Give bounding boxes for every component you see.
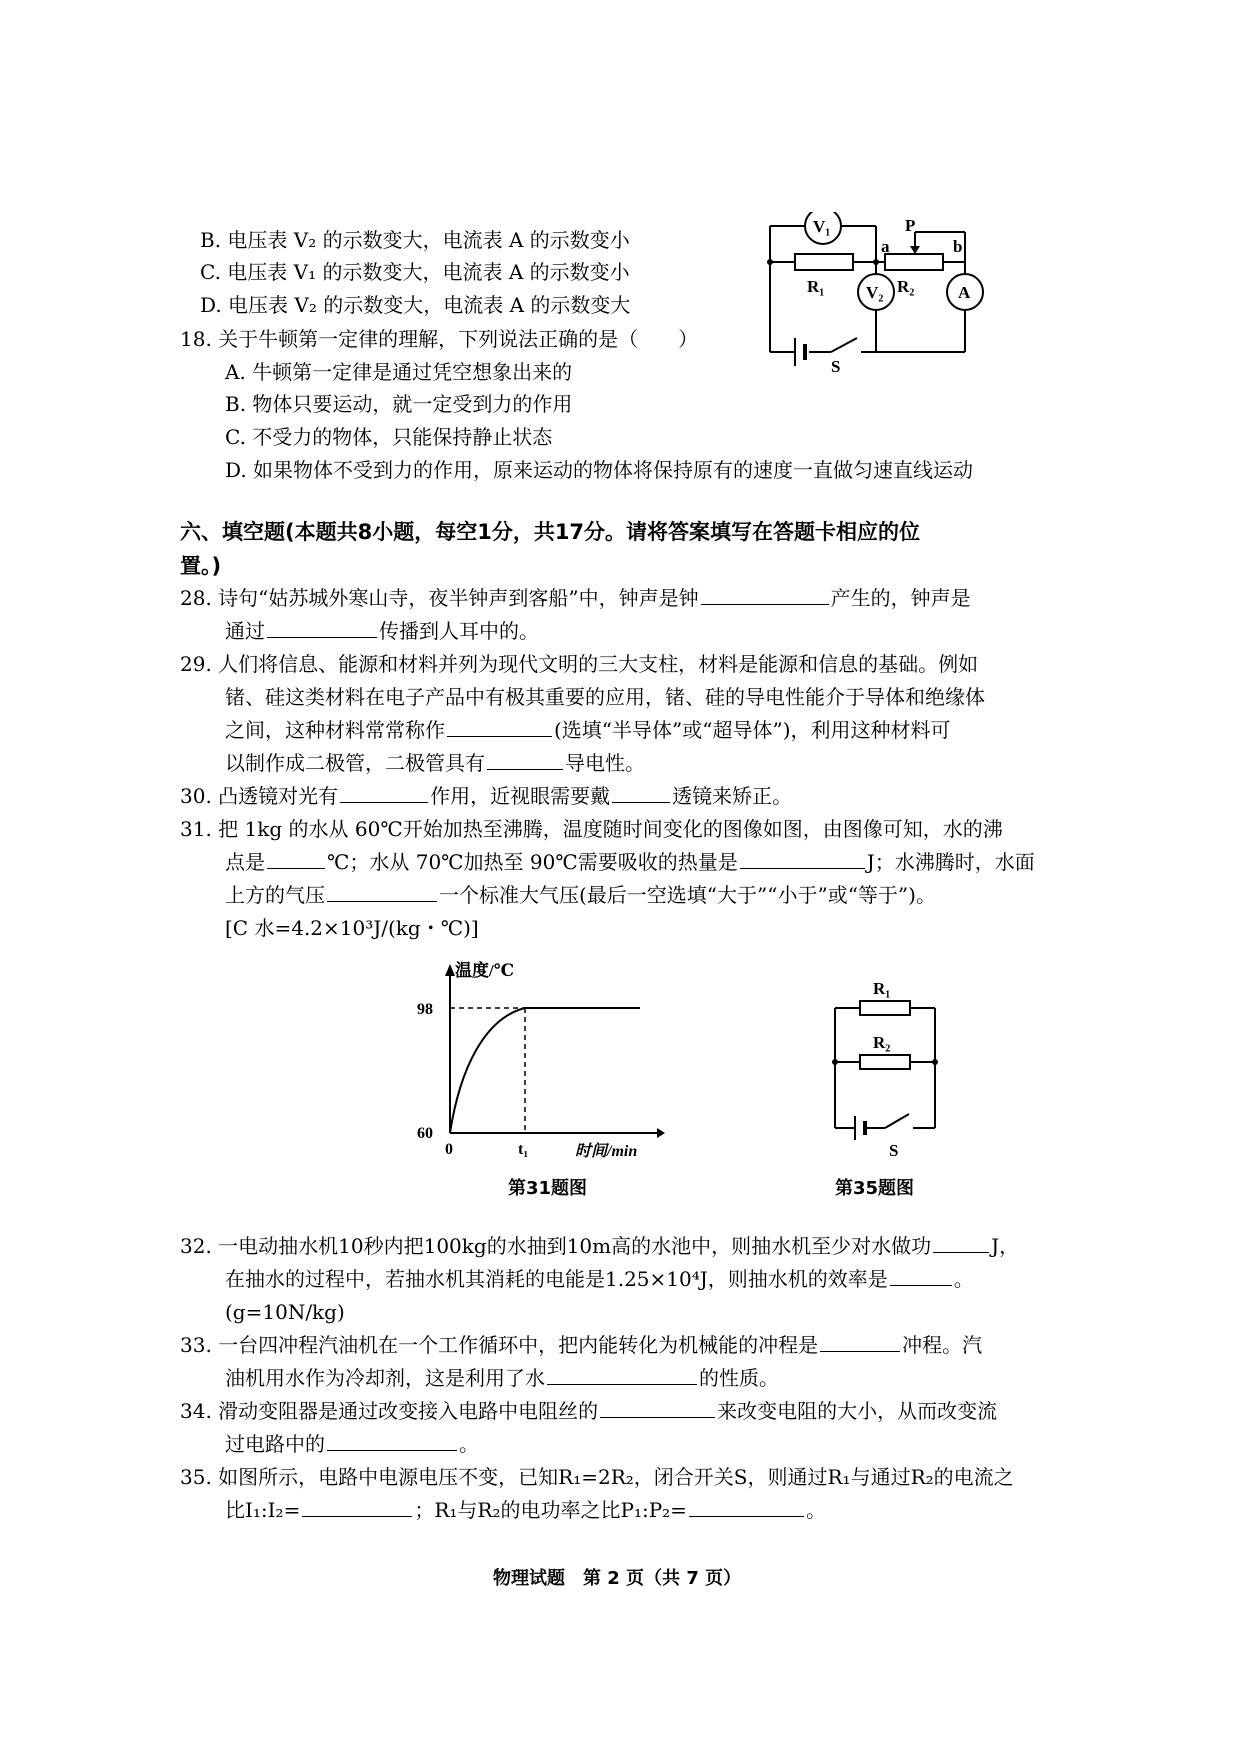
- q32-line3: (g=10N/kg): [225, 1300, 345, 1324]
- q34-text-b: 来改变电阻的大小，从而改变流: [717, 1399, 998, 1423]
- q35-line2: [225, 1496, 826, 1524]
- q29-text-a: 之间，这种材料常常称作: [225, 718, 445, 742]
- node-a-label: a: [881, 237, 890, 256]
- q31-line2: [225, 848, 1035, 876]
- q31-line1: 31. 把 1kg 的水从 60℃开始加热至沸腾，温度随时间变化的图像如图，由图像可知，水的沸: [180, 817, 1003, 841]
- q30-text-b: 作用，近视眼需要戴: [430, 784, 611, 808]
- graph-xlabel: 时间/min: [575, 1143, 638, 1158]
- q17-option-b: B. 电压表 V₂ 的示数变大，电流表 A 的示数变小: [200, 228, 630, 252]
- q31-text-d: 上方的气压: [225, 883, 325, 907]
- page-footer: 物理试题 第 2 页（共 7 页）: [493, 1568, 742, 1589]
- q33-text-d: 的性质。: [699, 1366, 779, 1390]
- q35-figure-caption: 第35题图: [835, 1178, 915, 1199]
- q35-r2-label: R₂: [873, 1033, 891, 1052]
- q31-temperature-graph: [415, 958, 665, 1158]
- q29-line2: 锗、硅这类材料在电子产品中有极其重要的应用，锗、硅的导电性能介于导体和绝缘体: [225, 685, 985, 709]
- q35-blank-2[interactable]: [689, 1496, 804, 1517]
- q32-line1: [180, 1232, 1019, 1260]
- q35-circuit-diagram: [825, 968, 955, 1168]
- q18-stem: 18. 关于牛顿第一定律的理解，下列说法正确的是（ ）: [180, 327, 699, 351]
- q29-blank-1[interactable]: [447, 716, 552, 737]
- q33-text-b: 冲程。汽: [902, 1333, 983, 1357]
- q31-line3: [225, 881, 936, 909]
- q35-text-a: 比I₁:I₂=: [225, 1498, 301, 1522]
- q33-text-a: 33. 一台四冲程汽油机在一个工作循环中，把内能转化为机械能的冲程是: [180, 1333, 819, 1357]
- q31-text-e: 一个标准大气压(最后一空选填“大于”“小于”或“等于”)。: [439, 883, 936, 907]
- q31-text-b: ℃；水从 70℃加热至 90℃需要吸收的热量是: [327, 850, 738, 874]
- q17-option-d: D. 电压表 V₂ 的示数变大，电流表 A 的示数变大: [200, 293, 631, 317]
- q30-line: [180, 782, 792, 810]
- q31-text-a: 点是: [225, 850, 265, 874]
- node-b-label: b: [953, 237, 963, 256]
- q31-blank-3[interactable]: [327, 881, 437, 902]
- q34-text-a: 34. 滑动变阻器是通过改变接入电路中电阻丝的: [180, 1399, 599, 1423]
- ammeter-label: A: [958, 283, 971, 302]
- q35-switch-label: S: [889, 1141, 899, 1160]
- v1-label: V₁: [813, 217, 831, 236]
- q28-text-c: 通过: [225, 619, 265, 643]
- q18-option-c: C. 不受力的物体，只能保持静止状态: [225, 425, 553, 449]
- q35-text-c: 。: [805, 1498, 826, 1522]
- q29-text-c: 以制作成二极管，二极管具有: [225, 751, 485, 775]
- q29-line1: 29. 人们将信息、能源和材料并列为现代文明的三大支柱，材料是能源和信息的基础。例如: [180, 652, 979, 676]
- q30-text-a: 30. 凸透镜对光有: [180, 784, 339, 808]
- q32-blank-2[interactable]: [890, 1265, 952, 1286]
- q28-blank-2[interactable]: [267, 617, 377, 638]
- q30-blank-1[interactable]: [340, 782, 428, 803]
- q35-r1-label: R₁: [873, 979, 891, 998]
- q32-text-a: 32. 一电动抽水机10秒内把100kg的水抽到10m高的水池中，则抽水机至少对水做功: [180, 1234, 932, 1258]
- q35-text-b: ；R₁与R₂的电功率之比P₁:P₂=: [414, 1498, 687, 1522]
- q34-blank-1[interactable]: [600, 1397, 715, 1418]
- q31-line4: [C 水=4.2×10³J/(kg・℃)]: [225, 916, 479, 940]
- q29-line3: [225, 716, 951, 744]
- q33-blank-1[interactable]: [820, 1331, 900, 1352]
- q34-text-c: 过电路中的: [225, 1432, 325, 1456]
- q30-blank-2[interactable]: [612, 782, 670, 803]
- q29-line4: [225, 749, 645, 777]
- q33-text-c: 油机用水作为冷却剂，这是利用了水: [225, 1366, 545, 1390]
- q18-option-d: D. 如果物体不受到力的作用，原来运动的物体将保持原有的速度一直做匀速直线运动: [225, 458, 974, 482]
- graph-x-origin: 0: [445, 1141, 453, 1158]
- q28-line2: [225, 617, 539, 645]
- q29-text-d: 导电性。: [565, 751, 645, 775]
- q18-option-a: A. 牛顿第一定律是通过凭空想象出来的: [225, 360, 573, 384]
- q32-text-d: 。: [953, 1267, 974, 1291]
- q32-text-c: 在抽水的过程中，若抽水机其消耗的电能是1.25×10⁴J，则抽水机的效率是: [225, 1267, 888, 1291]
- graph-y-bottom: 60: [417, 1125, 433, 1142]
- q31-blank-1[interactable]: [267, 848, 325, 869]
- graph-ylabel: 温度/℃: [455, 961, 515, 980]
- q35-blank-1[interactable]: [302, 1496, 412, 1517]
- q31-blank-2[interactable]: [740, 848, 865, 869]
- q30-text-c: 透镜来矫正。: [672, 784, 793, 808]
- v2-label: V₂: [866, 283, 884, 302]
- graph-t1: t₁: [518, 1141, 529, 1158]
- q32-line2: [225, 1265, 974, 1293]
- slider-p-label: P: [905, 216, 916, 235]
- q28-text-a: 28. 诗句“姑苏城外寒山寺，夜半钟声到客船”中，钟声是钟: [180, 586, 699, 610]
- q34-line2: [225, 1430, 479, 1458]
- q28-text-d: 传播到人耳中的。: [379, 619, 539, 643]
- q28-text-b: 产生的，钟声是: [830, 586, 971, 610]
- q34-text-d: 。: [459, 1432, 479, 1456]
- q31-text-c: J；水沸腾时，水面: [866, 850, 1035, 874]
- q34-blank-2[interactable]: [327, 1430, 457, 1451]
- r2-label: R₂: [897, 277, 915, 296]
- q29-blank-2[interactable]: [487, 749, 563, 770]
- q29-text-b: (选填“半导体”或“超导体”)，利用这种材料可: [554, 718, 951, 742]
- q18-option-b: B. 物体只要运动，就一定受到力的作用: [225, 392, 573, 416]
- q34-line1: [180, 1397, 997, 1425]
- q33-line1: [180, 1331, 982, 1359]
- section-title-line1: 六、填空题(本题共8小题，每空1分，共17分。请将答案填写在答题卡相应的位: [180, 520, 921, 544]
- q17-option-c: C. 电压表 V₁ 的示数变大，电流表 A 的示数变小: [200, 260, 630, 284]
- r1-label: R₁: [807, 277, 825, 296]
- q17-circuit-diagram: [765, 212, 985, 372]
- switch-s-label: S: [831, 357, 841, 372]
- q35-line1: 35. 如图所示，电路中电源电压不变，已知R₁=2R₂，闭合开关S，则通过R₁与通过R₂的电流之: [180, 1465, 1014, 1489]
- q28-line1: [180, 584, 971, 612]
- q28-blank-1[interactable]: [701, 584, 829, 605]
- section-title-line2: 置。): [180, 554, 222, 578]
- q31-figure-caption: 第31题图: [508, 1178, 588, 1199]
- graph-y-top: 98: [417, 1001, 433, 1018]
- q33-line2: [225, 1364, 779, 1392]
- q32-blank-1[interactable]: [933, 1232, 989, 1253]
- q32-text-b: J，: [991, 1234, 1020, 1258]
- q33-blank-2[interactable]: [547, 1364, 697, 1385]
